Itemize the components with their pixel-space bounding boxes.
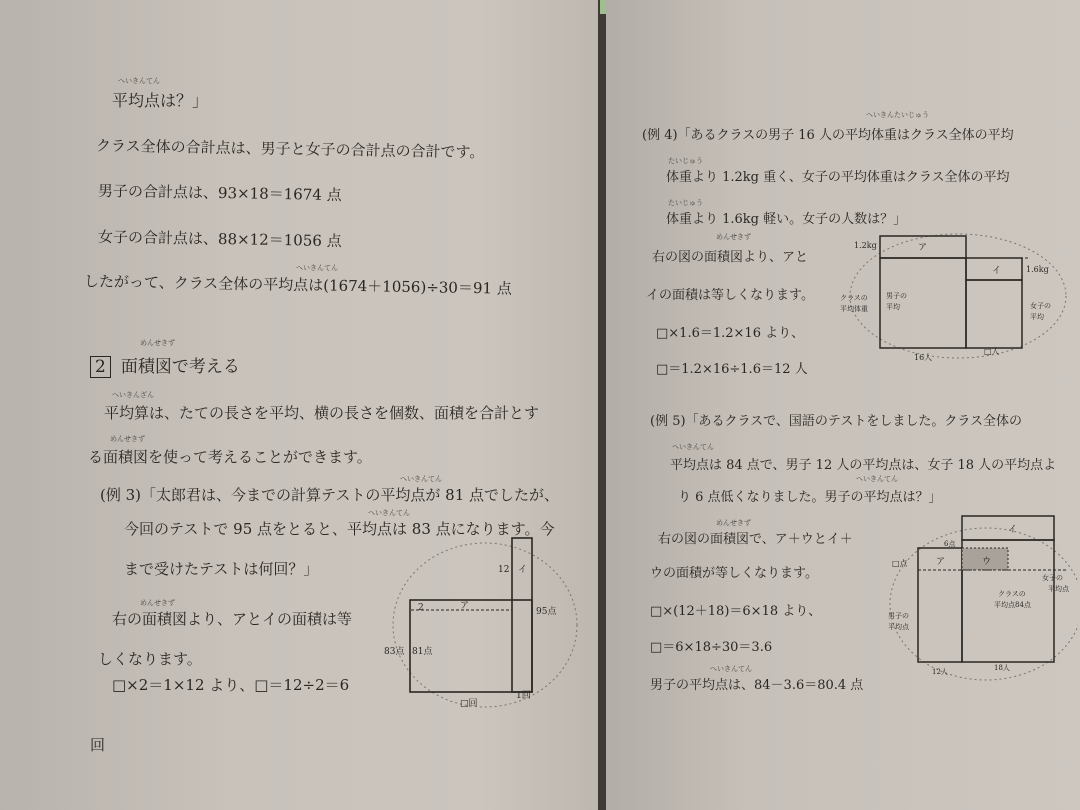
label-boys-2: 平均 [886, 303, 900, 311]
paragraph-line: 男子の合計点は、93×18＝1674 点 [97, 181, 342, 205]
example-3-line: まで受けたテストは何回？」 [124, 560, 319, 578]
label-83: 83点 [384, 647, 405, 657]
label-girls-2: 平均点 [1048, 585, 1069, 593]
label-i: イ [992, 266, 1002, 276]
label-a: ア [936, 557, 946, 567]
label-95: 95点 [536, 607, 557, 617]
answer-5-line: ウの面積が等しくなります。 [650, 566, 818, 581]
example-4-line: 体重より 1.6kg 軽い。女子の人数は？」 [666, 212, 907, 227]
ruby: めんせきず [110, 435, 145, 443]
area-diagram-example-4 [838, 228, 1078, 368]
ruby: めんせきず [716, 519, 751, 527]
example-5-line: (例 5)「あるクラスで、国語のテストをしました。クラス全体の [650, 414, 1022, 429]
section-heading [90, 352, 240, 378]
ruby: めんせきず [140, 339, 175, 347]
label-boys-2: 平均点 [888, 623, 909, 631]
ruby: へいきんざん [112, 391, 154, 399]
paragraph-line: したがって、クラス全体の平均点は(1674＋1056)÷30＝91 点 [83, 272, 512, 298]
ruby: めんせきず [140, 599, 175, 607]
answer-5-line: 男子の平均点は、84－3.6＝80.4 点 [650, 678, 864, 693]
paragraph-line: 女子の合計点は、88×12＝1056 点 [97, 227, 342, 251]
answer-line: 回 [90, 736, 106, 754]
example-5-line: 平均点は 84 点で、男子 12 人の平均点は、女子 18 人の平均点よ [670, 458, 1057, 473]
ruby: たいじゅう [668, 157, 703, 165]
answer-4-line: □×1.6＝1.2×16 より、 [656, 326, 805, 341]
label-6pt: 6点 [944, 540, 956, 548]
answer-5-line: □＝6×18÷30＝3.6 [650, 640, 773, 655]
example-4-line: (例 4)「あるクラスの男子 16 人の平均体重はクラス全体の平均 [642, 128, 1014, 143]
label-2: 2 [418, 603, 424, 613]
ruby: へいきんてん [400, 475, 442, 483]
label-class-avg-2: 平均点84点 [994, 601, 1031, 609]
label-count: □人 [984, 347, 1000, 356]
label-1-2kg: 1.2kg [854, 241, 877, 250]
label-class-avg-2: 平均体重 [840, 305, 868, 313]
ruby: めんせきず [716, 233, 751, 241]
label-girls-2: 平均 [1030, 313, 1044, 321]
label-1-6kg: 1.6kg [1026, 265, 1049, 274]
range-circle [393, 543, 577, 707]
answer-5-line: 右の図の面積図で、ア＋ウとイ＋ [658, 532, 853, 547]
label-81: 81点 [412, 647, 433, 657]
label-1: 1回 [516, 691, 531, 701]
label-girls: 女子の [1030, 302, 1051, 310]
ruby: へいきんてん [368, 509, 410, 517]
bar-new-test [512, 538, 532, 692]
label-18: 18人 [994, 664, 1010, 672]
example-3-line: 今回のテストで 95 点をとると、平均点は 83 点になります。今 [124, 520, 555, 538]
ruby: へいきんてん [672, 443, 714, 451]
label-u: ウ [982, 557, 992, 567]
label-boys: 男子の [888, 612, 909, 620]
paragraph-line: クラス全体の合計点は、男子と女子の合計点の合計です。 [95, 136, 485, 162]
label-12: 12人 [932, 668, 948, 676]
label-girls: 女子の [1042, 574, 1063, 582]
paragraph-line: 平均算は、たての長さを平均、横の長さを個数、面積を合計とす [104, 404, 540, 422]
ruby: へいきんてん [118, 77, 160, 85]
answer-5-line: □×(12＋18)＝6×18 より、 [650, 604, 822, 619]
label-class-avg: クラスの [840, 294, 868, 302]
area-diagram-example-3 [380, 530, 580, 710]
section-title: 面積図で考える [120, 357, 240, 377]
ruby: へいきんてん [710, 665, 752, 673]
ruby: たいじゅう [668, 199, 703, 207]
label-16: 16人 [914, 353, 933, 362]
label-12: 12 [498, 565, 510, 575]
label-count: □回 [460, 699, 478, 709]
section-number: 2 [90, 356, 111, 378]
bar-past-tests [410, 600, 532, 692]
label-i: イ [1008, 525, 1018, 535]
range-circle [850, 234, 1066, 358]
area-diagram-example-5 [878, 508, 1078, 684]
answer-line: □×2＝1×12 より、□＝12÷2＝6 [112, 676, 350, 694]
answer-4-line: 右の図の面積図より、アと [652, 250, 809, 265]
line-heikinten: 平均点は？」 [112, 91, 209, 110]
label-box: □点 [892, 559, 908, 568]
label-a: ア [918, 243, 928, 253]
ruby: へいきんたいじゅう [866, 111, 929, 119]
example-3-line: (例 3)「太郎君は、今までの計算テストの平均点が 81 点でしたが、 [100, 486, 560, 504]
answer-line: 右の面積図より、アとイの面積は等 [112, 610, 353, 628]
ruby: へいきんてん [856, 475, 898, 483]
answer-4-line: □＝1.2×16÷1.6＝12 人 [656, 362, 808, 377]
girls-block [966, 280, 1022, 348]
example-5-line: り 6 点低くなりました。男子の平均点は？」 [678, 490, 942, 505]
answer-line: しくなります。 [98, 650, 202, 668]
label-i: イ [518, 565, 528, 575]
ruby: へいきんてん [296, 264, 338, 272]
paragraph-line: る面積図を使って考えることができます。 [88, 448, 372, 466]
example-4-line: 体重より 1.2kg 重く、女子の平均体重はクラス全体の平均 [666, 170, 1010, 185]
label-boys: 男子の [886, 292, 907, 300]
label-a: ア [460, 601, 470, 611]
label-class-avg: クラスの [998, 590, 1026, 598]
answer-4-line: イの面積は等しくなります。 [646, 288, 814, 303]
right-page [606, 0, 1080, 810]
